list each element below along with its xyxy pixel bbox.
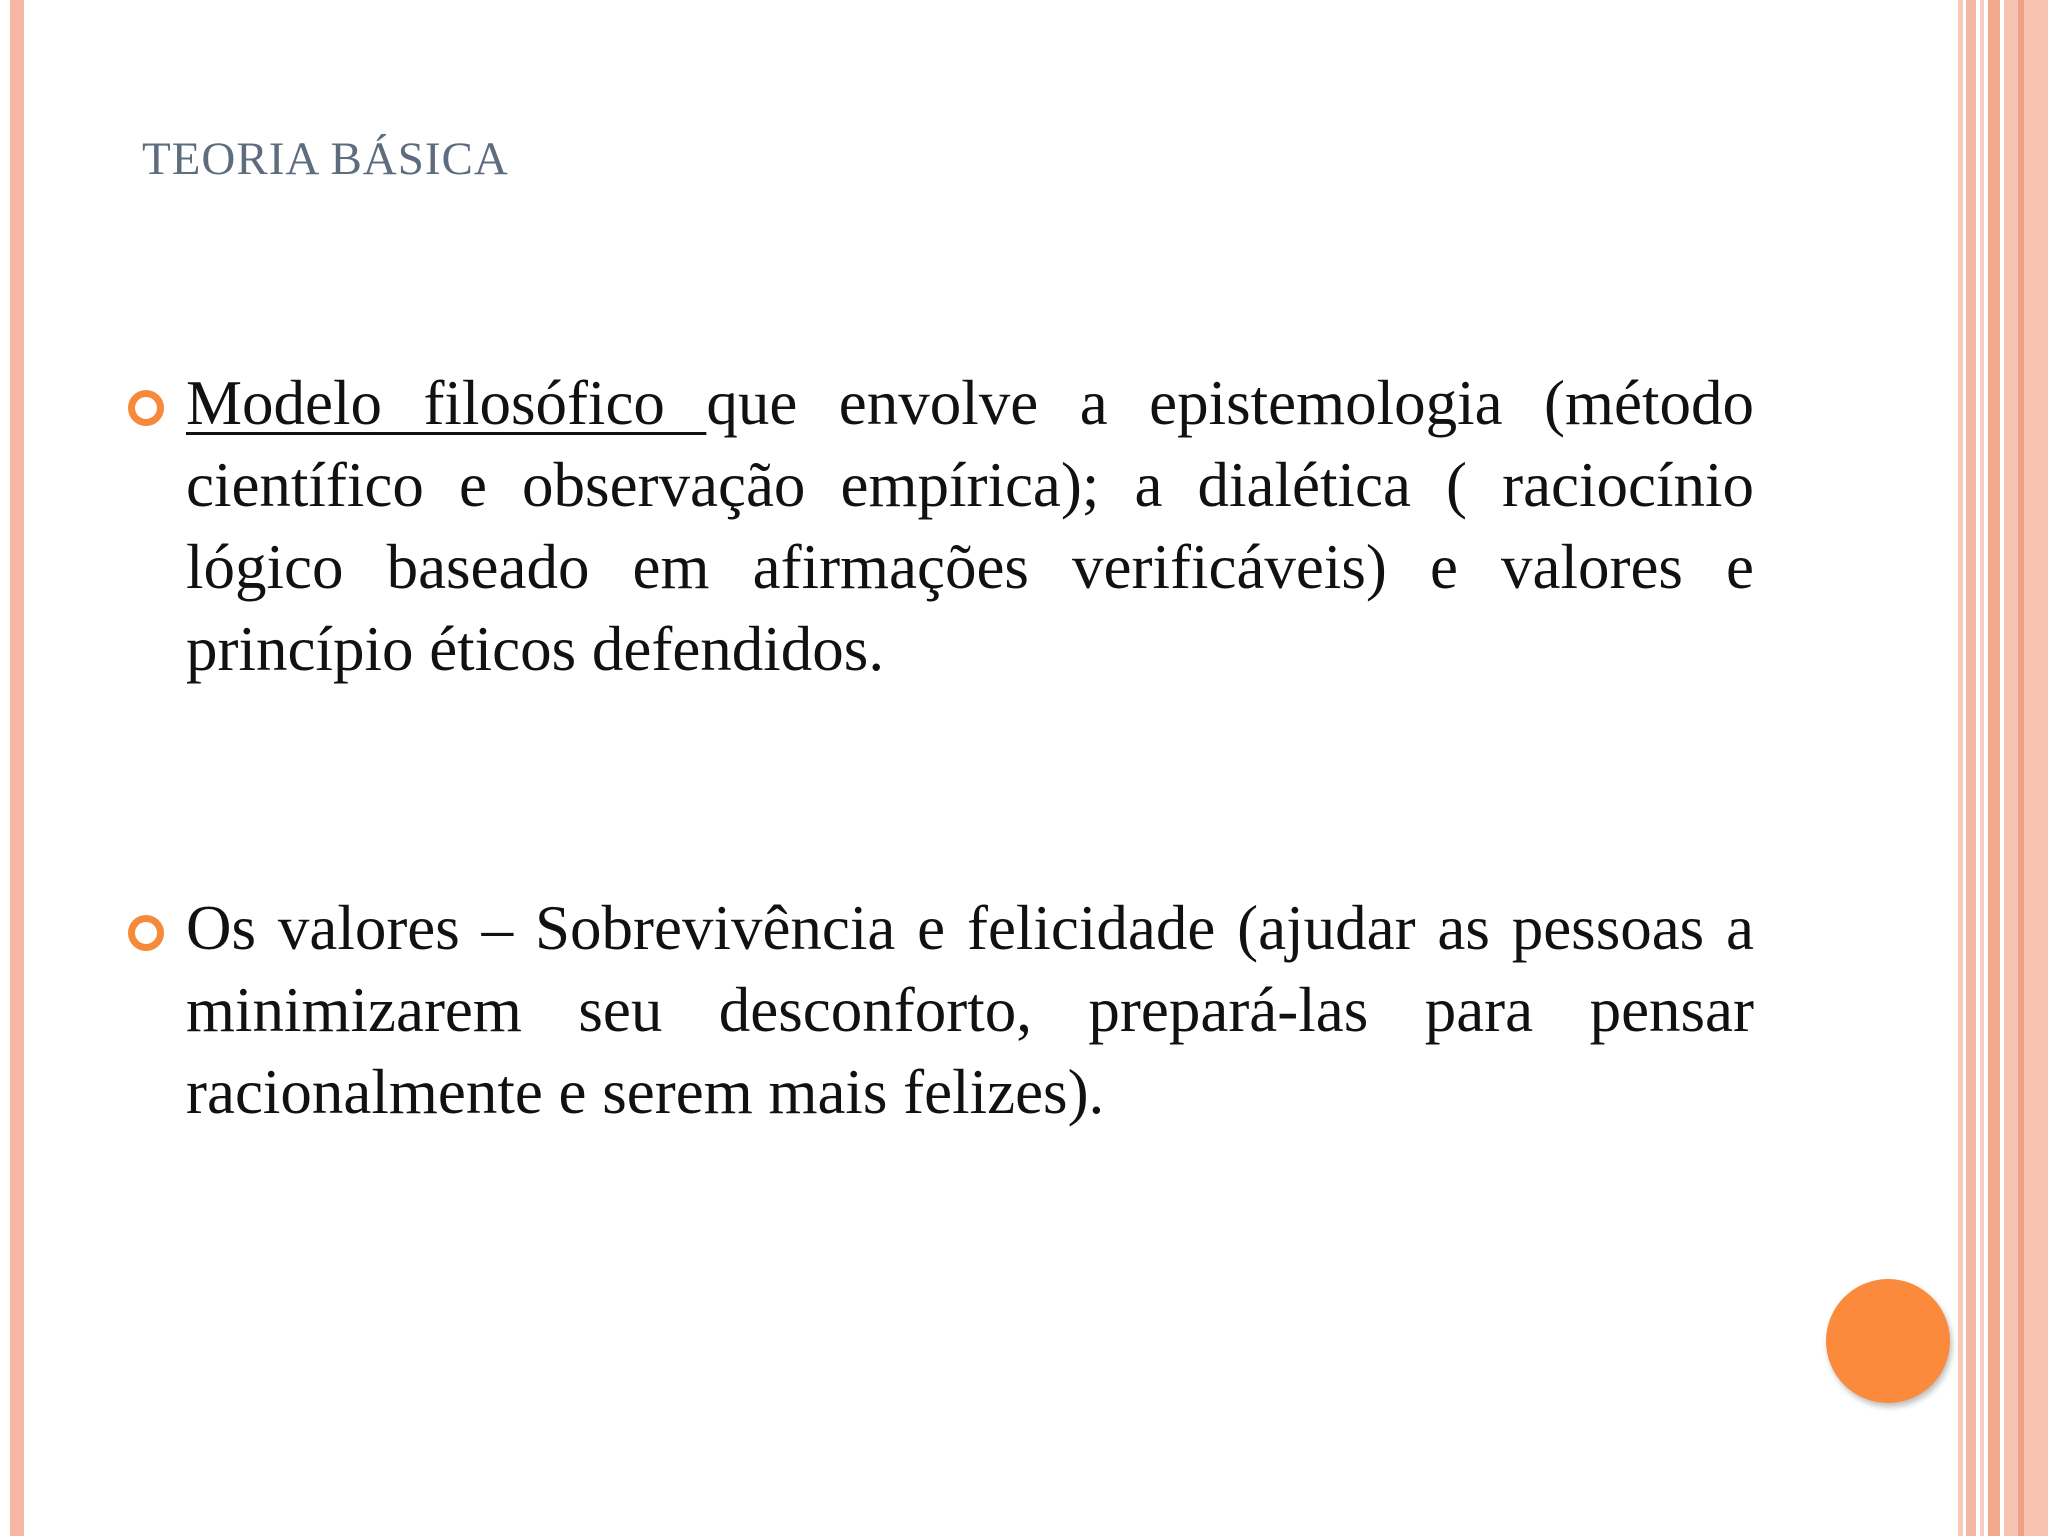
right-border-stripe [1966, 0, 1976, 1536]
right-border-stripe [1958, 0, 1963, 1536]
bullet-circle-icon [128, 915, 164, 951]
bullet-circle-icon [128, 390, 164, 426]
decorative-circle-icon [1826, 1279, 1950, 1403]
slide-title: TEORIA BÁSICA [142, 133, 509, 185]
left-border-stripe [10, 0, 24, 1536]
right-border-stripe [1980, 0, 1984, 1536]
bullet-text [186, 362, 1754, 690]
right-border-stripe [1988, 0, 2000, 1536]
bullet-text: Os valores – Sobrevivência e felicidade (ajudar as pessoas a minimizarem seu desconforto, prepará-las para pensar racionalmente e serem mais felizes). [186, 893, 1754, 1127]
right-border-stripe [2004, 0, 2048, 1536]
right-border-stripe [2018, 0, 2024, 1536]
bullet-body: que envolve a epistemologia (método científico e observação empírica); a dialética ( raciocínio lógico baseado em afirmações verificáveis) e valores e princípio éticos defendidos. [186, 368, 1754, 684]
underlined-term: Modelo filosófico [186, 368, 707, 438]
